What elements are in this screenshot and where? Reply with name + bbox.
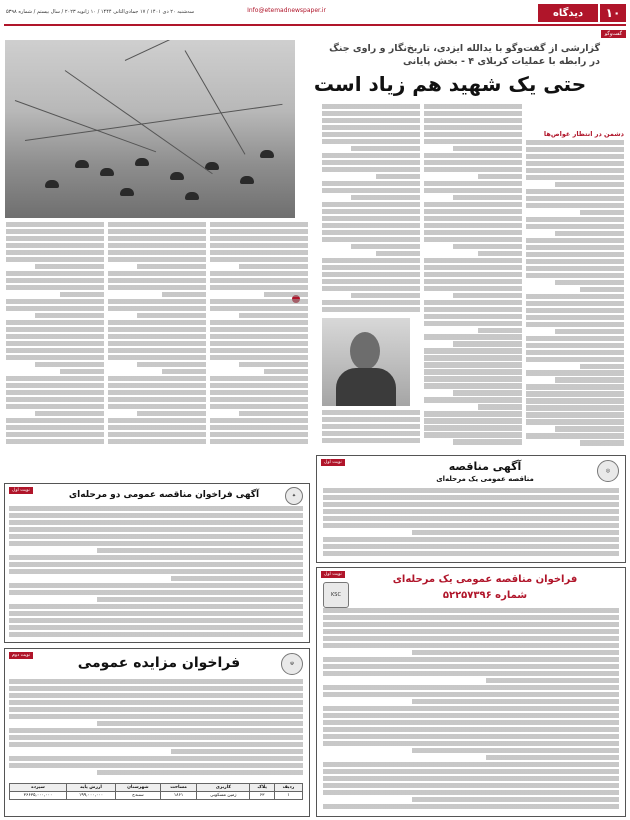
ad-tender-1 <box>316 455 626 563</box>
table-header: سپرده <box>10 784 67 792</box>
ad4-badge: نوبت دوم <box>9 652 33 659</box>
table-cell: ۱۹۹,۰۰۰,۰۰۰ <box>67 792 116 800</box>
masthead-bar <box>4 4 626 22</box>
table-row <box>10 792 303 800</box>
section-tag: گفت‌وگو <box>601 30 626 38</box>
ad4-body <box>9 679 303 779</box>
table-cell: ۶۳ <box>250 792 274 800</box>
top-rule <box>4 24 626 26</box>
table-cell: ۱ <box>274 792 302 800</box>
article-body-col-6 <box>6 222 104 450</box>
article-headline: حتی یک شهید هم زیاد است <box>313 72 587 96</box>
ad1-title: آگهی مناقصه <box>448 460 522 473</box>
ad1-subtitle: مناقصه عمومی یک مرحله‌ای <box>436 475 534 483</box>
article-body-col-3b <box>322 410 420 450</box>
ad3-badge: نوبت اول <box>9 487 33 494</box>
article-body-col-5 <box>108 222 206 450</box>
page-number: ۱۰ <box>600 4 626 22</box>
article-photo <box>5 40 295 218</box>
ad2-body <box>323 608 619 813</box>
ad-tender-2 <box>316 567 626 817</box>
kicker-line-2: در رابطه با عملیات کربلای ۴ - بخش پایانی <box>403 56 600 67</box>
table-header-row <box>10 784 303 792</box>
ad4-title: فراخوان مزایده عمومی <box>77 655 241 671</box>
ad1-logo: ◎ <box>597 460 619 482</box>
article-subhead: دشمن در انتظار غواص‌ها <box>543 130 624 138</box>
kicker-line-1: گزارشی از گفت‌وگو با یدالله ایزدی، تاریخ‌نگار و راوی جنگ <box>329 43 600 54</box>
section-label: دیدگاه <box>538 4 598 22</box>
ad-auction <box>4 648 310 817</box>
ad-tender-3 <box>4 483 310 643</box>
ad2-logo: KSC <box>323 582 349 608</box>
article-kicker <box>300 42 600 68</box>
table-cell: سنندج <box>116 792 161 800</box>
table-header: کاربری <box>197 784 250 792</box>
auction-table <box>9 783 303 800</box>
ad3-body <box>9 506 303 639</box>
table-header: شهرستان <box>116 784 161 792</box>
article-body-col-4 <box>210 222 308 450</box>
table-cell: ۳۶۶۳۵,۰۰۰,۰۰۰ <box>10 792 67 800</box>
ad4-emblem: ☫ <box>281 653 303 675</box>
article-body-col-2 <box>424 104 522 450</box>
ad3-title: آگهی فراخوان مناقصه عمومی دو مرحله‌ای <box>68 490 260 500</box>
ad1-badge: نوبت اول <box>321 459 345 466</box>
ad1-body <box>323 488 619 560</box>
ad3-logo: ✦ <box>285 487 303 505</box>
ad2-title: فراخوان مناقصه عمومی یک مرحله‌ای <box>392 574 578 585</box>
table-header: ارزش پایه <box>67 784 116 792</box>
table-header: ردیف <box>274 784 302 792</box>
dateline: سه‌شنبه ۲۰ دی ۱۴۰۱ / ۱۷ جمادی‌الثانی ۱۴۴۴ / ۱۰ ژانویه ۲۰۲۳ / سال بیستم / شماره ۵۳۹۸ <box>6 9 195 15</box>
ad2-number: شماره ۵۲۲۵۷۳۹۶ <box>442 590 528 601</box>
ad2-badge: نوبت اول <box>321 571 345 578</box>
interviewee-portrait <box>322 318 410 406</box>
table-header: مساحت <box>160 784 197 792</box>
email-link[interactable]: Info@etemadnewspaper.ir <box>247 7 326 14</box>
table-cell: ۱۸۶۱ <box>160 792 197 800</box>
table-cell: زمین مسکونی <box>197 792 250 800</box>
article-body-col-3 <box>322 104 420 314</box>
article-body-col-1 <box>526 140 624 450</box>
table-header: پلاک <box>250 784 274 792</box>
